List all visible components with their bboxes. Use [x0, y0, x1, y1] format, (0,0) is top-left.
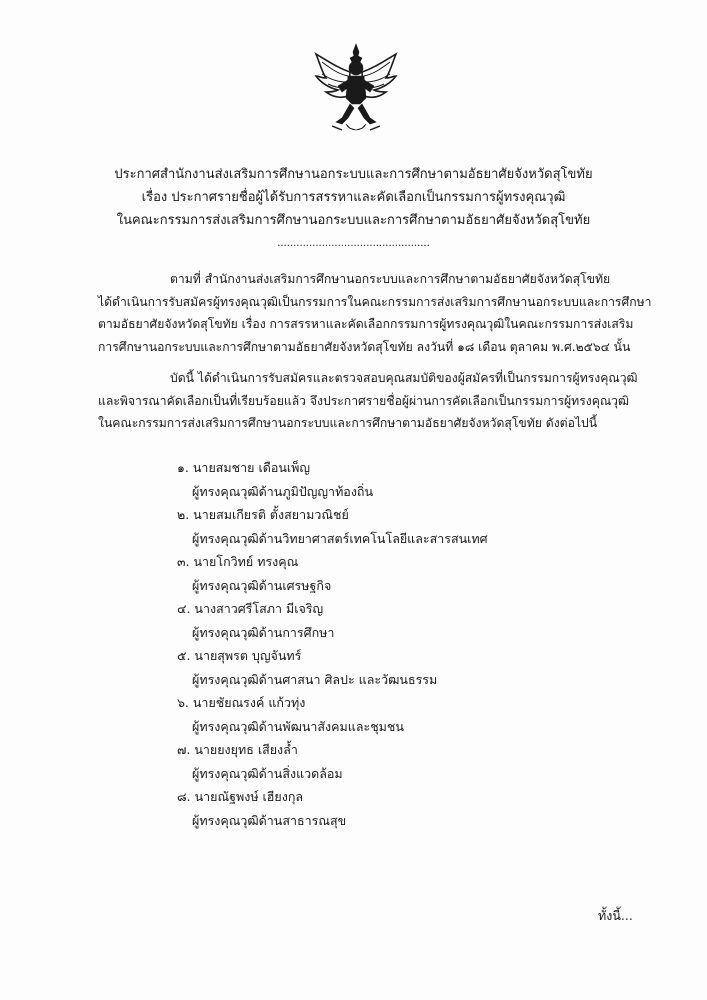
list-item: [177, 740, 647, 787]
list-item: [177, 693, 647, 740]
member-name: ๕. นายสุพรต บุญจันทร์: [177, 648, 302, 663]
announcement-committee: ในคณะกรรมการส่งเสริมการศึกษานอกระบบและการศึกษาตามอัธยาศัยจังหวัดสุโขทัย: [116, 213, 591, 228]
member-expertise: ผู้ทรงคุณวุฒิด้านสิ่งแวดล้อม: [192, 766, 343, 781]
garuda-emblem-icon: [312, 42, 400, 138]
member-expertise: ผู้ทรงคุณวุฒิด้านศาสนา ศิลปะ และวัฒนธรรม: [192, 672, 438, 687]
member-list: [177, 458, 647, 834]
paragraph-line: บัดนี้ ได้ดำเนินการรับสมัครและตรวจสอบคุณสมบัติของผู้สมัครที่เป็นกรรมการผู้ทรงคุณวุฒิ: [170, 371, 638, 385]
member-expertise: ผู้ทรงคุณวุฒิด้านวิทยาศาสตร์เทคโนโลยีและสารสนเทศ: [192, 531, 488, 546]
member-name: ๗. นายยงยุทธ เสียงล้ำ: [177, 742, 298, 757]
paragraph-line: ตามอัธยาศัยจังหวัดสุโขทัย เรื่อง การสรรหาและคัดเลือกกรรมการผู้ทรงคุณวุฒิในคณะกรรมการส่งเสริม: [98, 317, 634, 331]
paragraph-2: [98, 367, 658, 435]
list-item: [177, 646, 647, 693]
paragraph-1: [98, 268, 658, 358]
member-name: ๑. นายสมชาย เดือนเพ็ญ: [177, 460, 311, 475]
member-expertise: ผู้ทรงคุณวุฒิด้านภูมิปัญญาท้องถิ่น: [192, 484, 374, 499]
member-name: ๔. นางสาวศรีโสภา มีเจริญ: [177, 601, 324, 616]
paragraph-line: ในคณะกรรมการส่งเสริมการศึกษานอกระบบและการศึกษาตามอัธยาศัยจังหวัดสุโขทัย ดังต่อไปนี้: [98, 416, 598, 430]
paragraph-line: ตามที่ สำนักงานส่งเสริมการศึกษานอกระบบและการศึกษาตามอัธยาศัยจังหวัดสุโขทัย: [170, 272, 611, 286]
member-expertise: ผู้ทรงคุณวุฒิด้านสาธารณสุข: [192, 813, 347, 828]
list-item: [177, 458, 647, 505]
member-name: ๒. นายสมเกียรติ ตั้งสยามวณิชย์: [177, 507, 349, 522]
title-separator: ................................................: [277, 238, 430, 249]
member-expertise: ผู้ทรงคุณวุฒิด้านการศึกษา: [192, 625, 335, 640]
member-expertise: ผู้ทรงคุณวุฒิด้านพัฒนาสังคมและชุมชน: [192, 719, 404, 734]
announcement-title: ประกาศสำนักงานส่งเสริมการศึกษานอกระบบและการศึกษาตามอัธยาศัยจังหวัดสุโขทัย: [114, 167, 593, 182]
paragraph-line: และพิจารณาคัดเลือกเป็นที่เรียบร้อยแล้ว จึงประกาศรายชื่อผู้ผ่านการคัดเลือกเป็นกรรมการผู้ทรงคุณวุฒิ: [98, 393, 630, 408]
member-name: ๘. นายณัฐพงษ์ เฮียงกุล: [177, 789, 304, 804]
member-expertise: ผู้ทรงคุณวุฒิด้านเศรษฐกิจ: [192, 578, 332, 593]
list-item: [177, 787, 647, 834]
announcement-subject: เรื่อง ประกาศรายชื่อผู้ได้รับการสรรหาและคัดเลือกเป็นกรรมการผู้ทรงคุณวุฒิ: [141, 190, 566, 205]
list-item: [177, 552, 647, 599]
list-item: [177, 505, 647, 552]
list-item: [177, 599, 647, 646]
paragraph-line: การศึกษานอกระบบและการศึกษาตามอัธยาศัยจังหวัดสุโขทัย ลงวันที่ ๑๘ เดือน ตุลาคม พ.ศ.๒๕๖๔ นั้น: [98, 339, 631, 354]
member-name: ๖. นายชัยณรงค์ แก้วทุ่ง: [177, 695, 306, 710]
member-name: ๓. นายโกวิทย์ ทรงคุณ: [177, 554, 299, 569]
continuation-text: ทั้งนี้...: [598, 908, 633, 923]
paragraph-line: ได้ดำเนินการรับสมัครผู้ทรงคุณวุฒิเป็นกรรมการในคณะกรรมการส่งเสริมการศึกษานอกระบบและการศึกษา: [98, 294, 652, 309]
